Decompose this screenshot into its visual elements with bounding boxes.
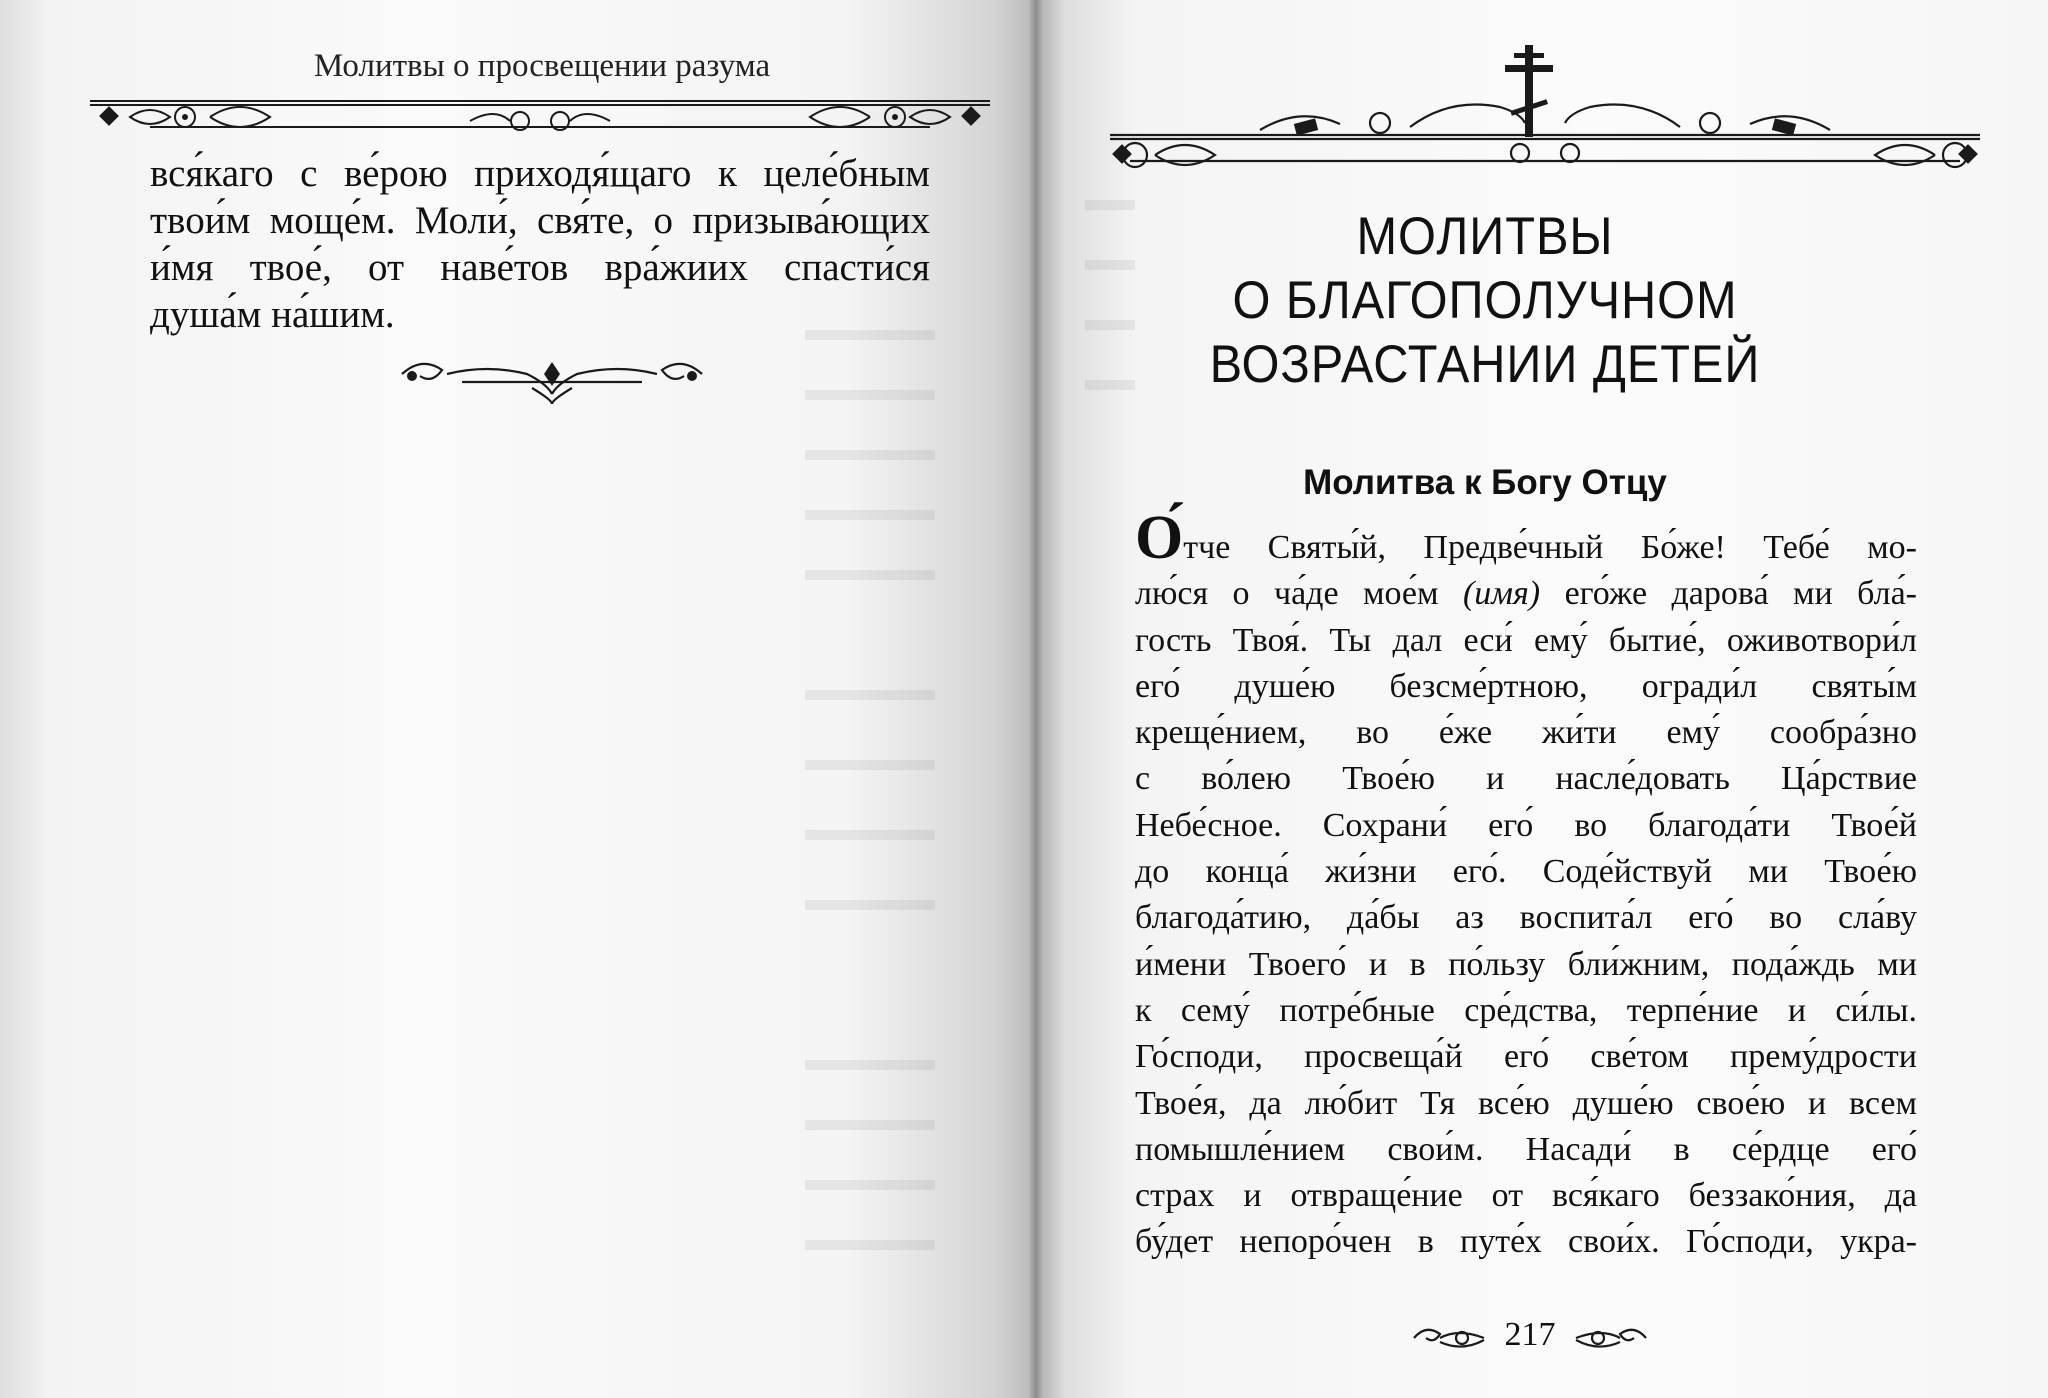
name-placeholder: (имя) — [1462, 575, 1541, 613]
text-line: О́тче Святы́й, Предве́чный Бо́же! Тебе́ мо- — [1135, 504, 1917, 572]
text-line: бу́дет непоро́чен в путе́х свои́х. Го́споди, укра- — [1135, 1223, 1917, 1261]
text-line: вся́каго с ве́рою приходя́щаго к целе́бным — [150, 152, 930, 195]
header-rule-ornament — [90, 87, 990, 147]
text-line: лю́ся о ча́де мое́м (имя) его́же дарова́ ми бла́- — [1135, 575, 1918, 613]
title-line: ВОЗРАСТАНИИ ДЕТЕЙ — [1209, 335, 1761, 394]
drop-cap: О́ — [1135, 504, 1184, 572]
page-number: 217 — [1504, 1316, 1556, 1353]
text-line: до конца́ жи́зни его́. Соде́йствуй ми Твое́ю — [1135, 853, 1917, 891]
running-head: Молитвы о просвещении разума — [313, 48, 771, 84]
text-line: его́ душе́ю безсме́ртною, огради́л святы́м — [1135, 667, 1917, 705]
title-line: МОЛИТВЫ — [1356, 207, 1614, 266]
text-line: страх и отвраще́ние от вся́каго беззако́ния, да — [1135, 1177, 1917, 1215]
text-line: благода́тию, да́бы аз воспита́л его́ во сла́ву — [1135, 899, 1917, 937]
text-line: Небе́сное. Сохрани́ его́ во благода́ти Твое́й — [1135, 806, 1917, 844]
text-line: помышле́нием свои́м. Насади́ в се́рдце его́ — [1135, 1130, 1917, 1168]
left-page-text — [150, 150, 930, 338]
text-line: Твое́я, да лю́бит Тя все́ю душе́ю свое́ю и всем — [1135, 1084, 1917, 1122]
text-line: гость Твоя́. Ты дал еси́ ему́ бытие́, оживотвори́л — [1135, 621, 1917, 659]
title-line: О БЛАГОПОЛУЧНОМ — [1232, 271, 1738, 330]
text-line: твои́м моще́м. Моли́, свя́те, о призыва́ющих — [150, 199, 930, 242]
cross-ornament — [1110, 35, 1980, 185]
prayer-text — [1135, 504, 1918, 1266]
page-number-block — [1410, 1308, 1650, 1368]
end-ornament — [392, 352, 712, 406]
text-line: к сему́ потре́бные сре́дства, терпе́ние и си́лы. — [1135, 991, 1917, 1029]
folio-flourish-right-icon — [1570, 1320, 1650, 1356]
text-line: и́мени Твоего́ и в по́льзу бли́жним, пода́ждь ми — [1135, 945, 1917, 983]
text-line: креще́нием, во е́же жи́ти ему́ сообра́зно — [1135, 714, 1917, 752]
text-line: с во́лею Твое́ю и насле́довать Ца́рствие — [1135, 760, 1917, 798]
text-line: и́мя твое́, от наве́тов вра́жиих спасти́ся — [150, 246, 930, 289]
text-line: Го́споди, просвеща́й его́ све́том прему́дрости — [1135, 1038, 1917, 1076]
folio-flourish-left-icon — [1410, 1320, 1490, 1356]
page-title — [1168, 205, 1803, 397]
text-line: душа́м на́шим. — [150, 293, 395, 336]
prayer-heading: Молитва к Богу Отцу — [1303, 463, 1667, 502]
